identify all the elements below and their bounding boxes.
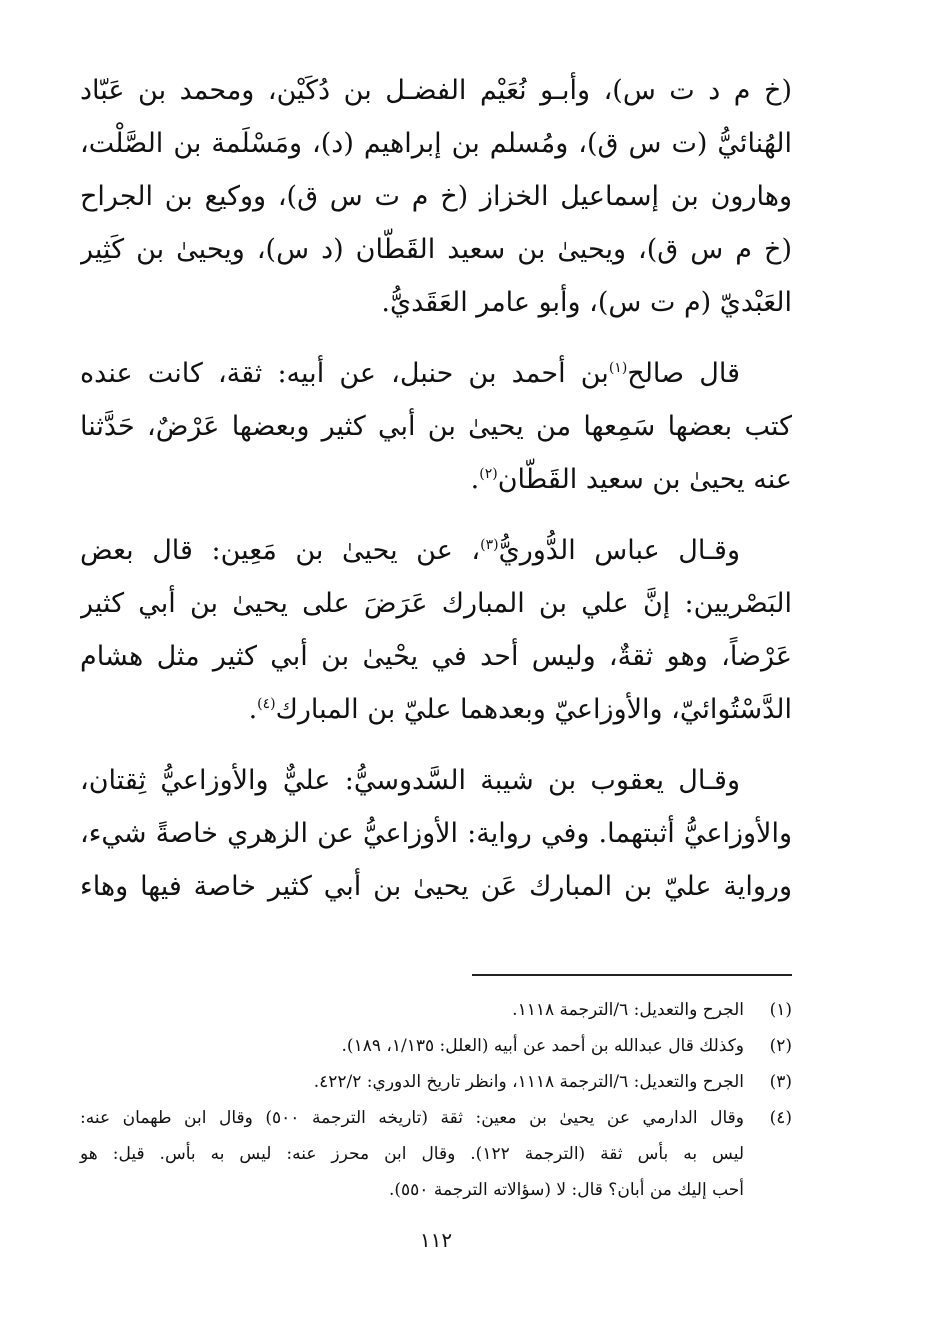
footnote-text (80, 1028, 744, 1064)
footnote-marker: (٣) (480, 537, 499, 553)
line-text: قال صالح (627, 358, 740, 389)
paragraph-2 (80, 347, 792, 506)
text-line: (خ م س ق)، ويحيىٰ بن سعيد القَطّان (د س)، ويحيىٰ بن كَثِير (80, 234, 792, 265)
footnotes (80, 992, 792, 1208)
page-number: ١١٢ (419, 1228, 453, 1252)
text-line (80, 630, 792, 683)
footnote-line: الجرح والتعديل: ٦/الترجمة ١١١٨. (512, 1000, 744, 1020)
text-line: العَبْديّ (م ت س)، وأبو عامر العَقَديُّ. (381, 287, 792, 318)
text-line (80, 577, 792, 630)
text-line (80, 400, 792, 453)
footnote-line: الجرح والتعديل: ٦/الترجمة ١١١٨، وانظر تاريخ الدوري: ٤٢٢/٢. (313, 1072, 744, 1092)
text-line (80, 347, 792, 400)
text-line: الهُنائيُّ (ت س ق)، ومُسلم بن إبراهيم (د)، ومَسْلَمة بن الصَّلْت، (80, 128, 792, 159)
text-line: وهارون بن إسماعيل الخزاز (خ م ت س ق)، ووكيع بن الجراح (80, 181, 792, 212)
footnote-line: وقال الدارمي عن يحيىٰ بن معين: ثقة (تاريخه الترجمة ٥٠٠) وقال ابن طهمان عنه: (80, 1108, 744, 1128)
line-text: . (470, 464, 480, 495)
line-text: ، عن يحيىٰ بن مَعِين: قال بعض (80, 535, 481, 566)
text-line (80, 453, 792, 506)
footnote-marker: (٤) (257, 696, 276, 712)
footnote-text (80, 1064, 744, 1100)
line-text: الدَّسْتُوائيّ، والأوزاعيّ وبعدهما عليّ بن المبارك (275, 694, 792, 725)
line-text: بن أحمد بن حنبل، عن أبيه: ثقة، كانت عنده (80, 358, 609, 389)
text-line: ورواية عليّ بن المبارك عَن يحيىٰ بن أبي كثير خاصة فيها وهاء (80, 871, 792, 902)
footnote-line: وكذلك قال عبدالله بن أحمد عن أبيه (العلل: ١/١٣٥، ١٨٩). (341, 1036, 744, 1056)
footnote-text (80, 1100, 744, 1208)
text-line: (خ م د ت س)، وأبـو نُعَيْم الفضـل بن دُكَيْن، ومحمد بن عَبّاد (80, 75, 792, 106)
text-line: والأوزاعيُّ أثبتهما. وفي رواية: الأوزاعيُّ عن الزهري خاصةً شيء، (80, 818, 792, 849)
paragraph-3 (80, 524, 792, 736)
paragraph-1 (80, 64, 792, 329)
text-line (80, 683, 792, 736)
line-text: البَصْريين: إنَّ علي بن المبارك عَرَضَ على يحيىٰ بن أبي كثير (80, 588, 792, 619)
footnote-item (80, 992, 792, 1028)
line-text: عَرْضاً، وهو ثقةٌ، وليس أحد في يحْيىٰ بن أبي كثير مثل هشام (80, 641, 792, 672)
footnote-number: (١) (769, 1000, 792, 1020)
line-text: كتب بعضها سَمِعها من يحيىٰ بن أبي كثير وبعضها عَرْضٌ، حَدَّثنا (80, 411, 792, 442)
footnote-line: أحب إليك من أبان؟ قال: لا (سؤالاته الترجمة ٥٥٠). (388, 1180, 744, 1200)
footnote-marker: (١) (608, 360, 628, 376)
line-text: . (248, 694, 258, 725)
line-text: عنه يحيىٰ بن سعيد القَطّان (497, 464, 792, 495)
footnote-number: (٣) (769, 1072, 792, 1092)
line-text: وقـال عباس الدُّوريُّ (498, 535, 740, 566)
footnote-divider (472, 974, 792, 976)
footnote-item (80, 1028, 792, 1064)
footnote-line: ليس به بأس ثقة (الترجمة ١٢٢). وقال ابن محرز عنه: ليس به بأس. قيل: هو (80, 1144, 745, 1164)
footnote-item (80, 1064, 792, 1100)
footnote-item (80, 1100, 792, 1208)
footnote-marker: (٢) (479, 466, 498, 482)
paragraph-4 (80, 754, 792, 913)
footnote-number: (٢) (769, 1036, 792, 1056)
text-line: وقـال يعقوب بن شيبة السَّدوسيُّ: عليٌّ والأوزاعيُّ ثِقتان، (80, 765, 740, 796)
page-body (80, 64, 792, 1324)
text-line (80, 524, 792, 577)
footnote-text (80, 992, 744, 1028)
footnote-number: (٤) (769, 1108, 792, 1128)
